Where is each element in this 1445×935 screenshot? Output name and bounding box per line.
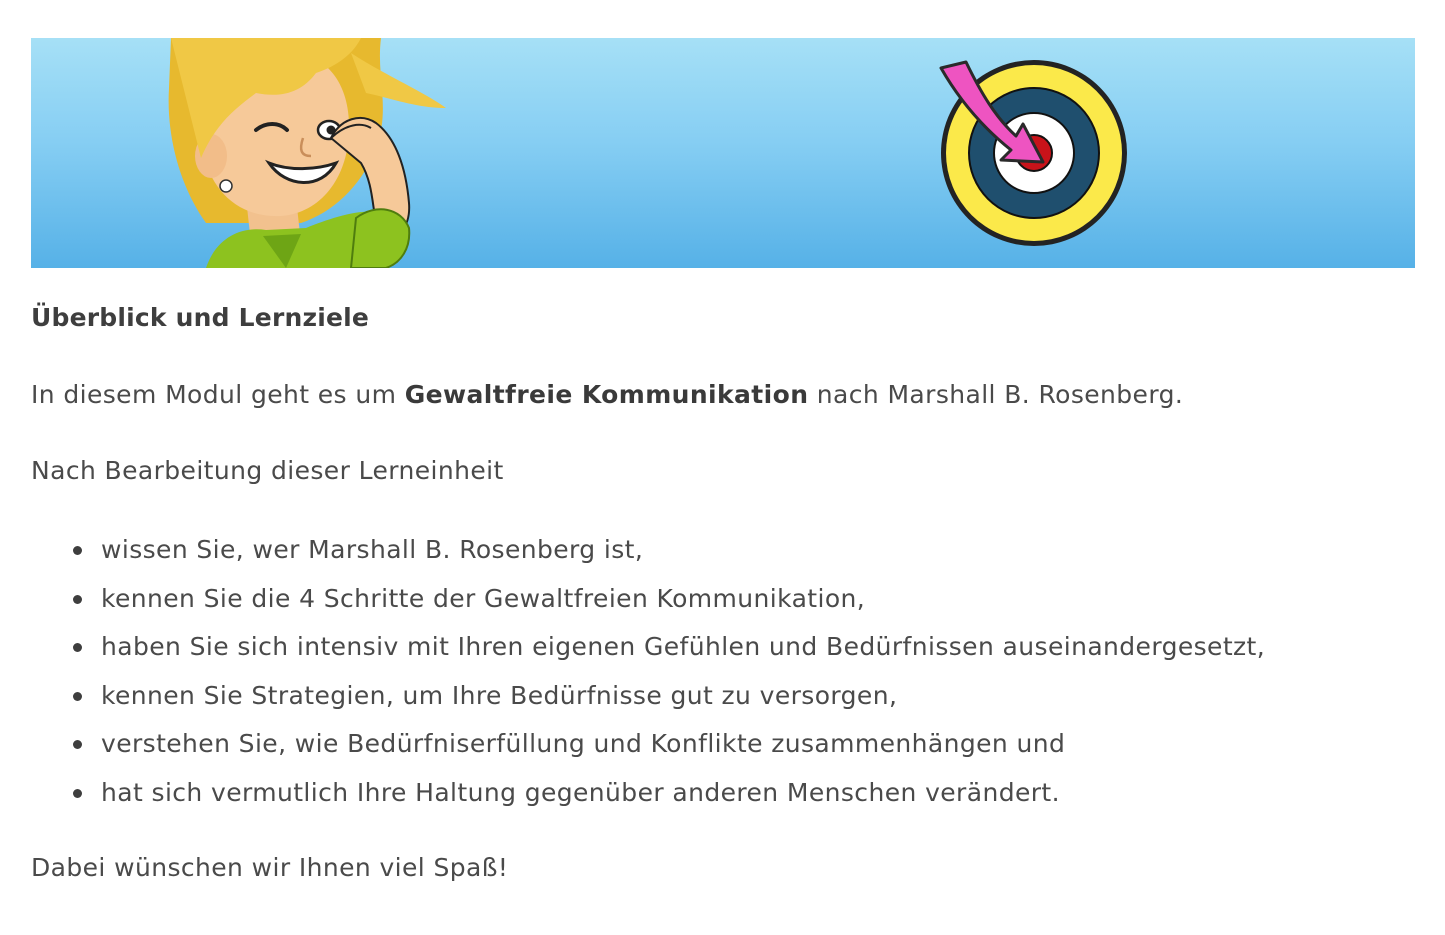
intro-topic: Gewaltfreie Kommunikation (404, 380, 809, 409)
list-item-text: hat sich vermutlich Ihre Haltung gegenüber anderen Menschen verändert. (101, 777, 1060, 807)
bullet-icon (73, 643, 82, 652)
bullet-icon (73, 740, 82, 749)
intro-text-after: nach Marshall B. Rosenberg. (808, 380, 1184, 409)
learning-goals-list (31, 533, 1265, 825)
list-item-text: kennen Sie die 4 Schritte der Gewaltfreien Kommunikation, (101, 583, 866, 613)
list-item (31, 582, 1265, 631)
banner-illustration (31, 38, 1415, 268)
lead-paragraph: Nach Bearbeitung dieser Lerneinheit (31, 456, 504, 485)
module-banner (31, 38, 1415, 268)
bullet-icon (73, 546, 82, 555)
bullet-icon (73, 595, 82, 604)
list-item (31, 727, 1265, 776)
list-item-text: verstehen Sie, wie Bedürfniserfüllung und Konflikte zusammenhängen und (101, 729, 1066, 759)
intro-paragraph (31, 380, 1183, 409)
bullet-icon (73, 789, 82, 798)
winking-woman-illustration (169, 38, 446, 268)
list-item-text: kennen Sie Strategien, um Ihre Bedürfnisse gut zu versorgen, (101, 680, 898, 710)
target-with-arrow-illustration (941, 60, 1127, 246)
section-heading: Überblick und Lernziele (31, 303, 370, 332)
list-item (31, 630, 1265, 679)
bullet-icon (73, 692, 82, 701)
closing-paragraph: Dabei wünschen wir Ihnen viel Spaß! (31, 853, 509, 882)
list-item (31, 533, 1265, 582)
intro-text-before: In diesem Modul geht es um (31, 380, 405, 409)
list-item-text: haben Sie sich intensiv mit Ihren eigenen Gefühlen und Bedürfnissen auseinandergesetzt, (101, 632, 1266, 662)
list-item (31, 776, 1265, 825)
list-item-text: wissen Sie, wer Marshall B. Rosenberg ist, (101, 535, 644, 564)
list-item (31, 679, 1265, 728)
